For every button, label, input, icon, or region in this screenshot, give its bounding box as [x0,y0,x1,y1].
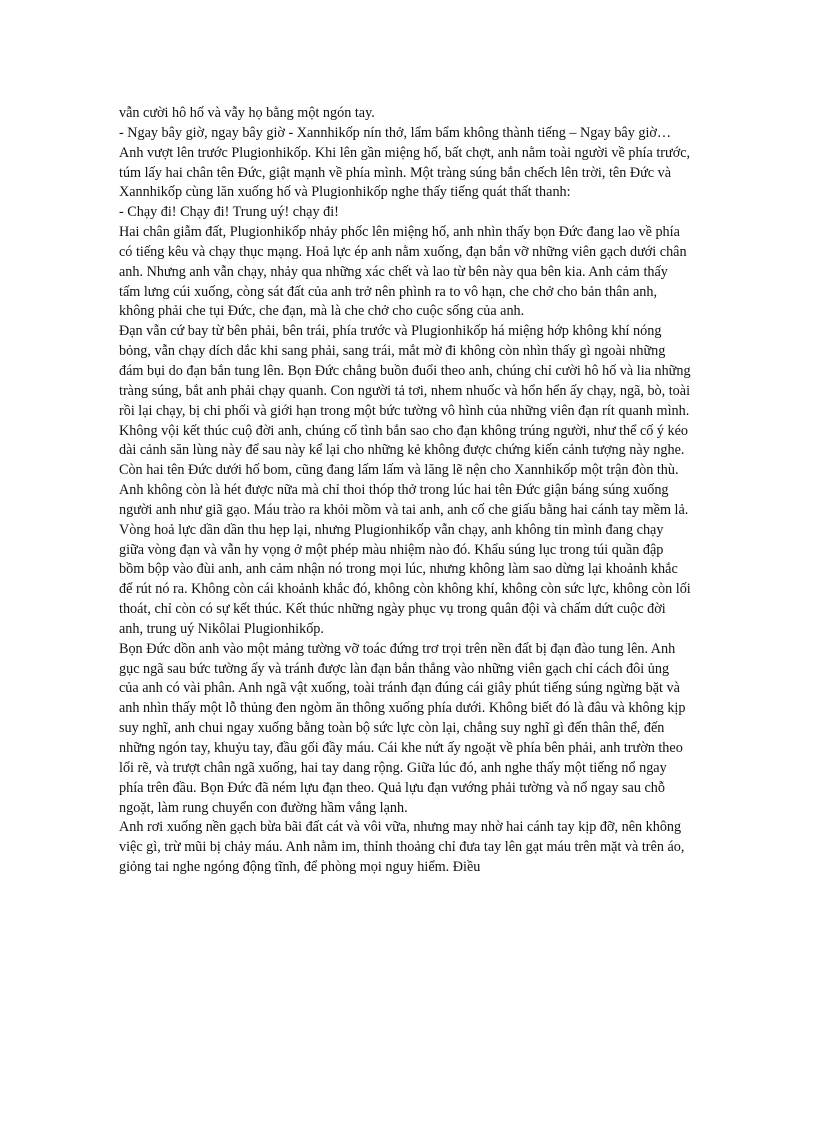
paragraph: vẫn cười hô hố và vẫy họ bằng một ngón tay. [119,105,375,121]
paragraph: Đạn vẫn cứ bay từ bên phải, bên trái, phía trước và Plugionhikốp há miệng hớp không khí nóng bỏng, vẫn chạy dích dắc khi sang phải, sang trái, mắt mờ đi không còn nhìn thấy gì ngoài những đám bụi do đạn bắn tung lên. Bọn Đức chẳng buồn đuổi theo anh, chúng chỉ cười hô hố và lia những tràng súng, bắt anh phải chạy quanh. Con người tả tơi, nhem nhuốc và hổn hển ấy chạy, ngã, bò, toài rồi lại chạy, bị chi phối và giới hạn trong một bức tường vô hình của những viên đạn rít quanh mình. Không vội kết thúc cuộ đời anh, chúng cố tình bắn sao cho đạn không trúng người, như thể cố ý kéo dài cảnh săn lùng này để sau này kể lại cho những kẻ không được chứng kiến cảnh tượng này nghe. Còn hai tên Đức dưới hố bom, cũng đang lấm lấm và lăng lẽ nện cho Xannhikốp một trận đòn thù. Anh không còn là hét được nữa mà chỉ thoi thóp thở trong lúc hai tên Đức giận báng súng xuống người anh như giã gạo. Máu trào ra khỏi mồm và tai anh, anh cố che giấu bằng hai cánh tay mềm lả. [119,323,691,518]
paragraph: Anh rơi xuống nền gạch bừa bãi đất cát và vôi vữa, nhưng may nhờ hai cánh tay kịp đỡ, nên không việc gì, trừ mũi bị chảy máu. Anh nằm im, thỉnh thoảng chỉ đưa tay lên gạt máu trên mặt và trên áo, giỏng tai nghe ngóng động tĩnh, để phòng mọi nguy hiểm. Điều [119,819,685,876]
paragraph: Bọn Đức dồn anh vào một mảng tường vỡ toác đứng trơ trọi trên nền đất bị đạn đào tung lên. Anh gục ngã sau bức tường ấy và tránh được làn đạn bắn thẳng vào những viên gạch chỉ cách đôi ủng của anh có vài phân. Anh ngã vật xuống, toài tránh đạn đúng cái giây phút tiếng súng ngừng bặt và anh nhìn thấy một lỗ thủng đen ngòm ăn thông xuống phía dưới. Không biết đó là đâu và không kịp suy nghĩ, anh chui ngay xuống bằng toàn bộ sức lực còn lại, chẳng suy nghĩ gì đến thân thể, đến những ngón tay, khuỷu tay, đầu gối đầy máu. Cái khe nứt ấy ngoặt về phía bên phải, anh trườn theo lối rẽ, và trượt chân ngã xuống, hai tay dang rộng. Giữa lúc đó, anh nghe thấy một tiếng nổ ngay phía trên đầu. Bọn Đức đã ném lựu đạn theo. Quả lựu đạn vướng phải tường và nổ ngay sau chỗ ngoặt, làm rung chuyển con đường hầm vắng lạnh. [119,640,686,816]
document-page [119,104,691,878]
paragraph: Hai chân giẫm đất, Plugionhikốp nhảy phốc lên miệng hố, anh nhìn thấy bọn Đức đang lao về phía có tiếng kêu và chạy thục mạng. Hoả lực ép anh nằm xuống, đạn bắn vỡ những viên gạch dưới chân anh. Nhưng anh vẫn chạy, nhảy qua những xác chết và lao từ bên này qua bên kia. Anh cảm thấy tấm lưng cúi xuống, còng sát đất của anh trở nên phình ra to vô hạn, che chở cho bản thân anh, không phải che tụi Đức, che đạn, mà là che chở cho cuộc sống của anh. [119,224,687,320]
paragraph: Anh vượt lên trước Plugionhikốp. Khi lên gần miệng hố, bất chợt, anh nằm toài người về phía trước, túm lấy hai chân tên Đức, giật mạnh về phía mình. Một tràng súng bắn chếch lên trời, tên Đức và Xannhikốp cùng lăn xuống hố và Plugionhikốp nghe thấy tiếng quát thất thanh: [119,144,691,201]
paragraph: - Ngay bây giờ, ngay bây giờ - Xannhikốp nín thở, lẩm bẩm không thành tiếng – Ngay bây giờ… [119,124,672,141]
paragraph: Vòng hoả lực dần dần thu hẹp lại, nhưng Plugionhikốp vẫn chạy, anh không tin mình đang chạy giữa vòng đạn và vẫn hy vọng ở một phép màu nhiệm nào đó. Khẩu súng lục trong túi quần đập bồm bộp vào đùi anh, anh cảm nhận nó trong mọi lúc, nhưng không làm sao dừng lại khoảnh khắc để rút nó ra. Không còn cái khoảnh khắc đó, không còn không khí, không còn sức lực, không còn lối thoát, chỉ còn có sự kết thúc. Kết thúc những ngày phục vụ trong quân đội và chấm dứt cuộc đời anh, trung uý Nikôlai Plugionhikốp. [119,521,691,637]
paragraph: - Chạy đi! Chạy đi! Trung uý! chạy đi! [119,204,339,221]
